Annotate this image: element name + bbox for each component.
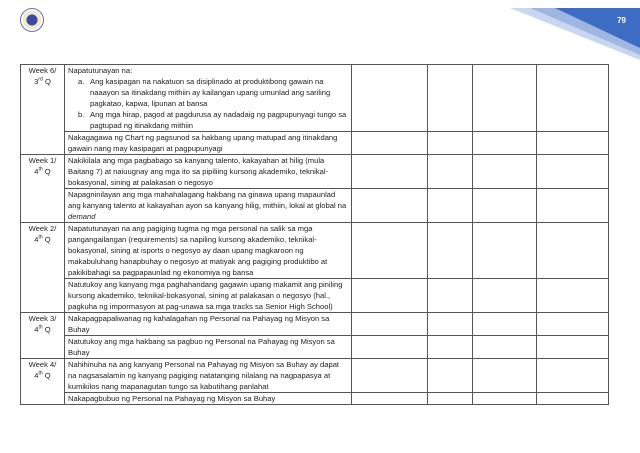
- competency-text: Nahihinuha na ang kanyang Personal na Pahayag ng Misyon sa Buhay ay dapat na nagsasalamin ng kanyang pagiging natatanging nilalang na nagpapasya at kumikilos nang mapanagutan tungo sa kabutihang panlahat: [68, 360, 340, 391]
- table-row: [21, 393, 609, 405]
- empty-cell: [473, 65, 537, 132]
- empty-cell: [352, 132, 428, 155]
- empty-cell: [473, 155, 537, 189]
- competency-text: Natutukoy ang mga hakbang sa pagbuo ng Personal na Pahayag ng Misyon sa Buhay: [68, 337, 335, 357]
- empty-cell: [428, 155, 473, 189]
- empty-cell: [352, 189, 428, 223]
- quarter-label: 4th Q: [34, 166, 51, 176]
- competency-table: [20, 64, 609, 405]
- table-row: [21, 313, 609, 336]
- empty-cell: [352, 279, 428, 313]
- competency-cell: [65, 155, 352, 189]
- competency-list: [68, 76, 348, 131]
- quarter-label: 4th Q: [34, 324, 51, 334]
- competency-intro: Napatutunayan na:: [68, 66, 133, 75]
- quarter-label: 4th Q: [34, 370, 51, 380]
- quarter-label: 3rd Q: [34, 76, 51, 86]
- deped-seal-logo: [20, 8, 44, 32]
- empty-cell: [352, 223, 428, 279]
- empty-cell: [473, 279, 537, 313]
- empty-cell: [352, 65, 428, 132]
- page-corner-banner: [510, 0, 640, 60]
- empty-cell: [537, 189, 609, 223]
- empty-cell: [537, 313, 609, 336]
- empty-cell: [473, 189, 537, 223]
- empty-cell: [473, 132, 537, 155]
- week-label: Week 1/: [28, 156, 57, 165]
- competency-cell: [65, 279, 352, 313]
- competency-cell: [65, 393, 352, 405]
- competency-text: Nakagagawa ng Chart ng pagsunod sa hakbang upang matupad ang itinakdang gawain nang may kasipagan at pagpupunyagi: [68, 133, 338, 153]
- competency-cell: [65, 313, 352, 336]
- empty-cell: [537, 279, 609, 313]
- empty-cell: [537, 132, 609, 155]
- competency-emphasis: demand: [68, 212, 96, 221]
- empty-cell: [352, 336, 428, 359]
- quarter-label: 4th Q: [34, 234, 51, 244]
- competency-cell: [65, 359, 352, 393]
- table-row: [21, 359, 609, 393]
- empty-cell: [537, 393, 609, 405]
- empty-cell: [428, 279, 473, 313]
- week-cell: [21, 155, 65, 223]
- empty-cell: [473, 223, 537, 279]
- empty-cell: [537, 155, 609, 189]
- week-label: Week 6/: [28, 66, 57, 75]
- empty-cell: [537, 336, 609, 359]
- empty-cell: [352, 155, 428, 189]
- competency-cell: [65, 223, 352, 279]
- empty-cell: [473, 359, 537, 393]
- table-row: [21, 65, 609, 132]
- empty-cell: [473, 313, 537, 336]
- empty-cell: [428, 65, 473, 132]
- empty-cell: [428, 189, 473, 223]
- table-row: [21, 132, 609, 155]
- table-row: [21, 223, 609, 279]
- empty-cell: [537, 359, 609, 393]
- empty-cell: [352, 359, 428, 393]
- table-row: [21, 155, 609, 189]
- empty-cell: [352, 313, 428, 336]
- competency-text: Nakikilala ang mga pagbabago sa kanyang talento, kakayahan at hilig (mula Baitang 7) at naiuugnay ang mga ito sa pipiliing kursong akademiko, teknikal-bokasyonal, sining at palakasan o negosyo: [68, 156, 329, 187]
- list-item: b. Ang mga hirap, pagod at pagdurusa ay nadadaig ng pagpupunyagi tungo sa pagtupad ng itinakdang mithiin: [78, 110, 347, 130]
- empty-cell: [428, 336, 473, 359]
- empty-cell: [473, 393, 537, 405]
- empty-cell: [537, 223, 609, 279]
- empty-cell: [537, 65, 609, 132]
- competency-cell: [65, 189, 352, 223]
- empty-cell: [428, 132, 473, 155]
- week-cell: [21, 313, 65, 359]
- competency-text: Napagninilayan ang mga mahahalagang hakbang na ginawa upang mapaunlad ang kanyang talento at kakayahan ayon sa kanyang hilig, mithiin, lokal at global na: [68, 190, 347, 210]
- table-row: [21, 336, 609, 359]
- list-item: a. Ang kasipagan na nakatuon sa disiplinado at produktibong gawain na naaayon sa itinakdang mithiin ay kailangan upang umunlad ang sariling pagkatao, kapwa, lipunan at bansa: [78, 77, 331, 108]
- competency-text: Natutukoy ang kanyang mga paghahandang gagawin upang makamit ang piniling kursong akademiko, teknikal-bokasyonal, sining at palakasan o negosyo (hal., pagkuha ng impormasyon at pag-unawa sa mga tracks sa Senior High School): [68, 280, 343, 311]
- competency-cell: [65, 65, 352, 132]
- empty-cell: [473, 336, 537, 359]
- competency-cell: [65, 336, 352, 359]
- empty-cell: [428, 393, 473, 405]
- competency-text: Nakapagpapaliwanag ng kahalagahan ng Personal na Pahayag ng Misyon sa Buhay: [68, 314, 330, 334]
- empty-cell: [428, 313, 473, 336]
- empty-cell: [352, 393, 428, 405]
- week-label: Week 3/: [28, 314, 57, 323]
- week-cell: [21, 223, 65, 313]
- table-row: [21, 279, 609, 313]
- table-row: [21, 189, 609, 223]
- empty-cell: [428, 223, 473, 279]
- competency-cell: [65, 132, 352, 155]
- week-cell: [21, 359, 65, 405]
- empty-cell: [428, 359, 473, 393]
- week-cell: [21, 65, 65, 155]
- week-label: Week 4/: [28, 360, 57, 369]
- competency-text: Nakapagbubuo ng Personal na Pahayag ng Misyon sa Buhay: [68, 394, 276, 403]
- week-label: Week 2/: [28, 224, 57, 233]
- page-number: 79: [617, 16, 626, 25]
- competency-text: Napatutunayan na ang pagiging tugma ng mga personal na salik sa mga pangangailangan (requirements) sa napiling kursong akademiko, teknikal-bokasyonal, sining at isports o negosyo ay daan upang magkaroon ng makabuluhang hanapbuhay o negosyo at matiyak ang pagiging produktibo at pakikibahagi sa pagpapaunlad ng ekonomiya ng bansa: [68, 224, 328, 277]
